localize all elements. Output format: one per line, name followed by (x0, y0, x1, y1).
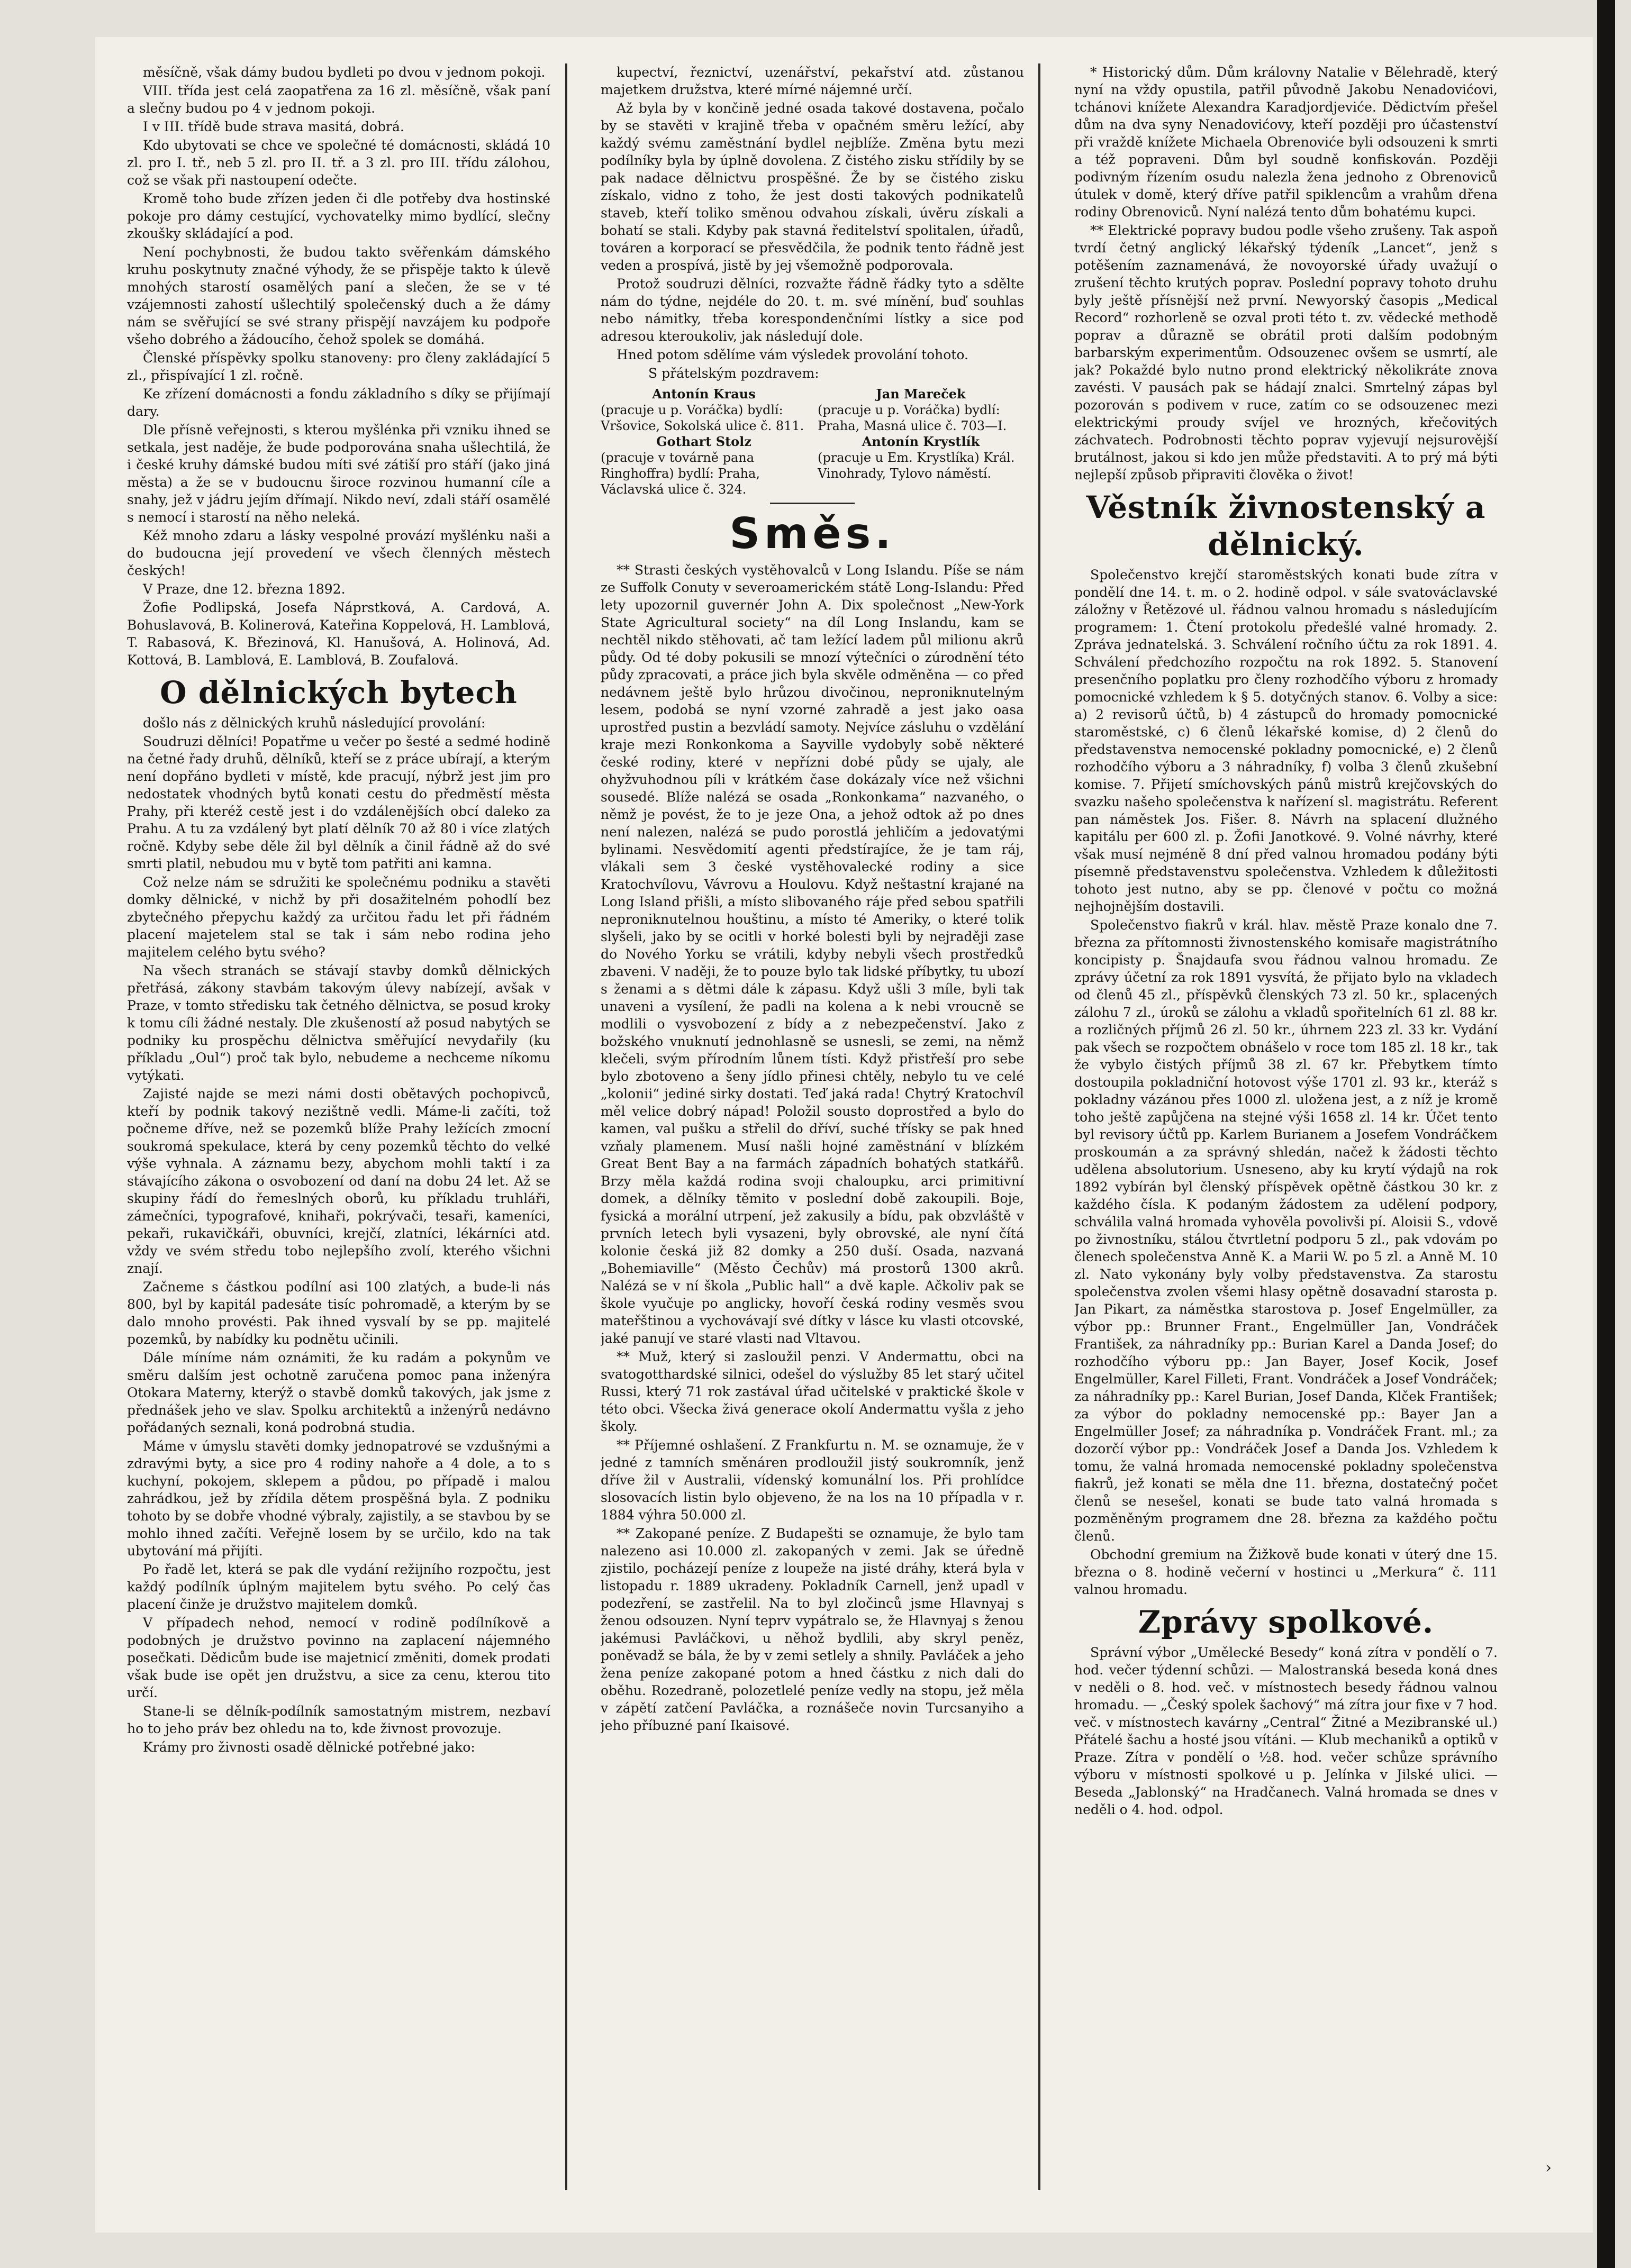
paragraph: * Historický dům. Dům královny Natalie v Bělehradě, který nyní na vždy opustila, patřil původně Jakobu Nenadovićovi, tchánovi knížete Alexandra Karadjordjeviće. Dědictvím přešel dům na dva syny Nenadovićovy, kteří později pro účastenství při vraždě knížete Michaela Obrenoviće byli odsouzeni k smrti a též popraveni. Dům byl soudně konfiskován. Později podivným řízením osudu nalezla žena jednoho z Obrenoviců útulek v domě, který dříve patřil spiklencům a vrahům dřena rodiny Obrenoviců. Nyní nalézá tento dům bohatému kupci. (1074, 65, 1498, 220)
paragraph: Stane-li se dělník-podílník samostatným mistrem, nezbaví ho to jeho práv bez ohledu na to, kde živnost provozuje. (127, 1704, 550, 1736)
middle-column (601, 63, 1024, 2211)
section-heading: Věstník živnostenský a dělnický. (1086, 489, 1486, 562)
paragraph: Soudruzi dělníci! Popatřme u večer po šesté a sedmé hodině na četné řady druhů, dělníků, kteří se z práce ubírají, a kterým není dopřáno bydleti v místě, kde pracují, nýbrž jest jim pro nedostatek vhodných bytů konati cestu do předměstí města Prahy, při kteréž cestě jest i do vzdálenějších obcí daleko za Prahu. A tu za vzdálený byt platí dělník 70 až 80 i více zlatých ročně. Kdyby sebe děle žil byl dělník a činil řádně až do své smrti platil, nebudou mu v bytě tom patřiti ani kamna. (127, 734, 550, 871)
right-column (1074, 63, 1498, 2211)
signer-details: (pracuje v továrně pana Ringhoffra) bydlí: Praha, Václavská ulice č. 324. (601, 450, 760, 497)
signer-details: (pracuje u p. Voráčka) bydlí: Vršovice, Sokolská ulice č. 811. (601, 403, 804, 433)
paragraph: Není pochybnosti, že budou takto svěřenkám dámského kruhu poskytnuty značné výhody, že se přispěje takto k úlevě mnohých starostí osamělých paní a slečen, že se v té vzájemnosti zahostí ušlechtilý společenský duch a že dámy nám se svěřující se své strany přispějí navzájem ku podpoře všeho dobrého a žádoucího, čehož spolek se domáhá. (127, 244, 550, 347)
page-edge-bar (1597, 0, 1615, 2268)
signer-name: Antonín Krystlík (862, 434, 980, 449)
paragraph: Obchodní gremium na Žižkově bude konati v úterý dne 15. března o 8. hodině večerní v hostinci u „Merkura“ č. 111 valnou hromadu. (1074, 1547, 1498, 1597)
signer-name: Gothart Stolz (656, 434, 751, 449)
signatories: Žofie Podlipská, Josefa Náprstková, A. Cardová, A. Bohuslavová, B. Kolinerová, Kateřina Koppelová, H. Lamblová, T. Rabasová, K. Březinová, Kl. Hanušová, A. Holinová, Ad. Kottová, B. Lamblová, E. Lamblová, B. Zoufalová. (127, 600, 550, 668)
paragraph: měsíčně, však dámy budou bydleti po dvou v jednom pokoji. (143, 65, 546, 80)
greeting: S přátelským pozdravem: (648, 366, 819, 381)
paragraph: ** Strasti českých vystěhovalců v Long Islandu. Píše se nám ze Suffolk Conuty v severoamerickém státě Long-Islandu: Před lety upozornil guvernér John A. Dix společnost „New-York State Agricultural society“ na díl Long Inslandu, kam se nechtěl nikdo stěhovati, ač tam ležící ladem půl milionu akrů půdy. Od té doby pokusili se mnozí výtečníci o zúrodnění této půdy zpracovati, a práce jich byla skvěle odměněna — co před nedávnem ještě bylo hrůzou divočinou, neproniknutelným lesem, podobá se nyní vzorné zahradě a jest jako oasa uprostřed pustin a bezvládí samoty. Nejvíce zásluhu o vzdělání kraje mezi Ronkonkoma a Sayville vydobyly sobě některé české rodiny, které v nepřízni dobé půdy se ujaly, ale ohyžvuhodnou píli v krátkém čase dokázaly více než všichni sousedé. Blíže nalézá se osada „Ronkonkama“ nazvaného, o němž je povést, že to je jeze Ona, a jehož odtok až po dnes není nalezen, nalézá se pudo porostlá jehličím a jedovatými bylinami. Nesvědomití agenti předstírajíce, že je tam ráj, vlákali sem 3 české vystěhovalecké rodiny a sice Kratochvílovu, Vávrovu a Houlovu. Když neštastní krajané na Long Island přišli, a místo slibovaného ráje před sebou spatřili neproniknutelnou houštinu, a místo té Ameriky, o které tolik slyšeli, jako by se ocitli v horké bolesti byli by nejraději zase do Nového Yorku se vrátili, kdyby nebyli všech prostředků zbaveni. V naději, že to pouze bylo tak lidské příbytky, tu ubozí s ženami a s dětmi dále k zápasu. Když ušli 3 míle, byli tak unaveni a vysílení, že padli na kolena a k nebi vroucně se modlili o vysvobození z bídy a z nebezpečenství. Jako z božského vnuknutí jednohlasně se usnesli, se zemi, na němž klečeli, svým přírodním lůnem tísti. Když přistřeší pro sebe bylo zbotoveno a šeny jídlo přinesi chtěly, nebylo tu ve celé „kolonii“ jediné sirky dostati. Teď jaká rada! Chytrý Kratochvíl měl velice dobrý nápad! Položil sousto doprostřed a bylo do kamen, val pušku a střelil do dříví, suché třísky se pak hned vzňaly plamenem. Musí našli hojné zaměstnání v blízkém Great Bent Bay a na farmách západních bohatých statkářů. Brzy měla každá rodina svoji chaloupku, arci primitivní domek, a dělníky těmito v poslední době zakoupili. Boje, fysická a morální utrpení, jež zakusily a bídu, pak obzvláště v prvních letech byli vysazeni, byly obrovské, ale nyní čítá kolonie česká již 82 domky a 250 duší. Osada, nazvaná „Bohemiaville“ (Město Čechův) má prostorů 1300 akrů. Nalézá se v ní škola „Public hall“ a dvě kaple. Ačkoliv pak se škole vyučuje po anglicky, hovoří česká rodiny vesměs svou mateřštinou a vychovávají své dítky v lásce ku vlasti otcovské, jaké panují ve staré vlasti nad Vltavou. (601, 562, 1024, 1346)
paragraph: Kéž mnoho zdaru a lásky vespolné provází myšlénku naši a do budoucna její provedení ve všech členných městech českých! (127, 528, 550, 578)
dateline: V Praze, dne 12. března 1892. (143, 581, 346, 597)
paragraph: Kdo ubytovati se chce ve společné té domácnosti, skládá 10 zl. pro I. tř., neb 5 zl. pro II. tř. a 3 zl. pro III. třídu zálohou, což se však při nastoupení odečte. (127, 138, 550, 188)
signer-details: (pracuje u Em. Krystlíka) Král. Vinohrady, Tylovo náměstí. (818, 450, 1015, 481)
column-rule (565, 63, 567, 2190)
paragraph: kupectví, řeznictví, uzenářství, pekařství atd. zůstanou majetkem družstva, které mírné nájemné určí. (601, 65, 1024, 97)
newspaper-page (95, 37, 1593, 2233)
paragraph: Protož soudruzi dělníci, rozvažte řádně řádky tyto a sdělte nám do týdne, nejdéle do 20. t. m. své mínění, buď souhlas nebo námitky, třeba korespondenčními lístky a sice pod adresou kteroukoliv, jak následují dole. (601, 276, 1024, 344)
paragraph: V případech nehod, nemocí v rodině podílníkově a podobných je družstvo povinno na zaplacení nájemného posečkati. Dědicům bude ise majetnicí změniti, domek prodati však bude ise opět jen družstvu, a sice za cenu, kterou tito určí. (127, 1615, 550, 1700)
column-rule (1038, 63, 1040, 2190)
paragraph: Až byla by v končině jedné osada takové dostavena, počalo by se stavěti v krajině třeba v opačném směru ležící, aby každý svému zaměstnání bydlel nejblíže. Změna bytu mezi podílníky byla by úplně dovolena. Z čistého zisku střídily by se pak nadace dělnictvu prospěšné. Že by se čistého zisku získalo, vidno z toho, že jest dosti takových podnikatelů staveb, kteří toliko směnou odvahou získali, úvěru získali a bohatí se stali. Kdyby pak stavná ředitelství spolitalen, úřadů, továren a korporací se přesvědčila, že podnik tento řádně jest veden a prospívá, jistě by jej všemožně podporovala. (601, 101, 1024, 273)
paragraph: Kromě toho bude zřízen jeden či dle potřeby dva hostinské pokoje pro dámy cestující, vychovatelky mimo bydlící, slečny zkoušky skládající a pod. (127, 191, 550, 241)
paragraph: ** Muž, který si zasloužil penzi. V Andermattu, obci na svatogotthardské silnici, odešel do výslužby 85 let starý učitel Russi, který 71 rok zastával úřad učitelské v praktické škole v této obci. Všecka živá generace okolí Andermattu vyšla z jeho školy. (601, 1349, 1024, 1434)
paragraph: Máme v úmyslu stavěti domky jednopatrové se vzdušnými a zdravými byty, a sice pro 4 rodiny nahoře a 4 dole, a to s kuchyní, pokojem, sklepem a půdou, po případě i malou zahrádkou, jež by zřídila dětem prospěšná byla. Z podniku tohoto by se dobře vhodné výbraly, zajistily, a se stavbou by se mohlo ihned začíti. Veřejně losem by se určilo, kdo na tak ubytování má přijíti. (127, 1438, 550, 1559)
paragraph: Společenstvo fiakrů v král. hlav. městě Praze konalo dne 7. března za přítomnosti živnostenského komisaře magistrátního koncipisty p. Šnajdaufa svou řádnou valnou hromadu. Ze zprávy účetní za rok 1891 vysvítá, že přijato bylo na vkladech od členů 45 zl., příspěvků členských 73 zl. 50 kr., splacených zálohu 7 zl., úroků se zálohu a vkladů spořitelních 61 zl. 88 kr. a rozličných příjmů 26 zl. 50 kr., úhrnem 223 zl. 33 kr. Vydání pak všech se rozpočtem obnášelo v roce tom 185 zl. 18 kr., tak že vybylo čistých příjmů 38 zl. 67 kr. Přebytkem tímto dostoupila pokladniční hotovost výše 1701 zl. 93 kr., kteráž s pokladny vázánou přes 1000 zl. uložena jest, a z níž je kromě toho ještě zapůjčena na stejné výši 1658 zl. 14 kr. Účet tento byl revisory účtů pp. Karlem Burianem a Josefem Vondráčkem proskoumán a za správný shledán, načež k žádosti těchto udělena absolutorium. Usneseno, aby ku krytí výdajů na rok 1892 vybírán byl členský příspěvek opětně částkou 30 kr. z každého čísla. K podaným žádostem za udělení podpory, schválila valná hromada vyhověla povolivši pí. Aloisii S., vdově po živnostníku, stálou čtvrtletní podporu 5 zl., pak vdovám po členech společenstva Anně K. a Marii W. po 5 zl. a Anně M. 10 zl. Nato vykonány byly volby představenstva. Za starostu společenstva zvolen všemi hlasy opětně dosavadní starosta p. Jan Pikart, za náměstka starostova p. Josef Engelmüller, za výbor pp.: Brunner Frant., Engelmüller Jan, Vondráček František, za náhradníky pp.: Burian Karel a Danda Josef; do rozhodčího výboru pp.: Jan Bayer, Josef Kocik, Josef Engelmüller, Karel Filleti, Frant. Vondráček a Josef Vondráček; za náhradníky pp.: Karel Burian, Josef Danda, Klček František; za výbor do pokladny nemocenské pp.: Bayer Jan a Engelmüller Josef; za náhradníka p. Vondráček Frant. ml.; za dozorčí výbor pp.: Vondráček Josef a Danda Jos. Vzhledem k tomu, že valná hromada nemocenské pokladny společenstva fiakrů, jež konati se měla dne 11. března, dostatečný počet členů se nesešel, konati se bude tato valná hromada s pozměněným programem dne 28. března za každého počtu členů. (1074, 917, 1498, 1544)
paragraph: Ke zřízení domácnosti a fondu základního s díky se přijímají dary. (127, 386, 550, 419)
paragraph: Krámy pro živnosti osadě dělnické potřebné jako: (143, 1739, 475, 1755)
paragraph: Zajisté najde se mezi námi dosti obětavých pochopivců, kteří by podnik takový nezištně vedli. Máme-li začíti, tož počneme dříve, než se pozemků blíže Prahy ležících zmocní soukromá spekulace, která by ceny pozemků těchto do velké výše vyhnala. A záznamu bezy, abychom mohli taktí i za stávajícího zákona o osvobození od daní na dobu 24 let. Až se skupiny řádí do řemeslných oborů, ku příkladu truhláři, zámečníci, typografové, knihaři, pokrývači, tesaři, kameníci, pekaři, rukavičkáři, obuvníci, krejčí, zlatníci, lékárníci atd. vždy ve svém středu tobo nejlepšího zvolí, kterého všichni znají. (127, 1086, 550, 1276)
paragraph: Dále míníme nám oznámiti, že ku radám a pokynům ve směru dalším jest ochotně zaručena pomoc pana inženýra Otokara Materny, kterýž o stavbě domků takových, jak jsme z přednášek jeho ve slav. Spolku architektů a inženýrů nedávno pořádaných seznali, koná podrobná studia. (127, 1350, 550, 1435)
paragraph: ** Zakopané peníze. Z Budapešti se oznamuje, že bylo tam nalezeno asi 10.000 zl. zakopaných v zemi. Jak se úředně zjistilo, pocházejí peníze z loupeže na jisté dráhy, která byla v listopadu r. 1889 ukradeny. Pokladník Carnell, jenž upadl v podezření, se zastřelil. Na to byl zločinců jsme Hlavnyaj s ženou odsouzen. Nyní teprv vypátralo se, že Hlavnyaj s ženou jakémusi Pavláčkovi, u něhož bydlili, aby skryl peněz, poněvadž se bála, že by v zemi setlely a shnily. Pavláček a jeho žena peníze zakopané potom a hned částku z nich dali do oběhu. Rozedraně, polozetlelé peníze vedly na stopu, jež měla v zápětí zatčení Pavláčka, a roznášeče novin Turcsanyiho a jeho příbuzné paní Ikaisové. (601, 1526, 1024, 1733)
paragraph: Správní výbor „Umělecké Besedy“ koná zítra v pondělí o 7. hod. večer týdenní schůzi. — Malostranská beseda koná dnes v neděli o 8. hod. več. v místnostech besedy řádnou valnou hromadu. — „Český spolek šachový“ má zítra jour fixe v 7 hod. več. v místnostech kavárny „Central“ Žitné a Mezibranské ul.) Přátelé šachu a hosté jsou vítáni. — Klub mechaniků a optiků v Praze. Zítra v pondělí o ½8. hod. večer schůze správního výboru v místnosti spolkové u p. Jelínka v Jilské ulici. — Beseda „Jablonský“ na Hradčanech. Valná hromada se dnes v neděli o 4. hod. odpol. (1074, 1645, 1498, 1817)
paragraph: Společenstvo krejčí staroměstských konati bude zítra v pondělí dne 14. t. m. o 2. hodině odpol. v sále svatováclavské záložny v Řetězové ul. řádnou valnou hromadu s následujícím programem: 1. Čtení protokolu předešlé valné hromady. 2. Zpráva jednatelská. 3. Schválení ročního účtu za rok 1891. 4. Schválení předchozího rozpočtu na rok 1892. 5. Stanovení presenčního poplatku pro členy rozhodčího výboru z hromady pomocnické vzhledem k § 5. dotyčných stanov. 6. Volby a sice: a) 2 revisorů účtů, b) 4 zástupců do hromady pomocnické staroměstské, c) 6 členů lékařské komise, d) 2 členů do představenstva nemocenské pokladny pomocnické, e) 2 členů rozhodčího výboru a 3 náhradníky, f) volba 3 členů zkušební komise. 7. Přijetí smíchovských pánů mistrů krejčovských do svazku našeho společenstva k nařízení sl. magistrátu. Referent pan náměstek Jos. Fišer. 8. Návrh na splacení dlužného kapitálu per 600 zl. p. Žofii Janotkové. 9. Volné návrhy, které však musí nejméně 8 dní před valnou hromadou podány býti písemně představenstvu společenstva. Vzhledem k důležitosti tohoto jest nutno, aby se pp. členové v počtu co možná nejhojnějším dostavili. (1074, 567, 1498, 914)
paragraph: Po řadě let, která se pak dle vydání režijního rozpočtu, jest každý podílník úplným majitelem bytu svého. Po celý čas placení činže je družstvo majitelem domků. (127, 1562, 550, 1612)
signer (601, 386, 807, 434)
signer (601, 434, 807, 497)
signers-table (601, 386, 1024, 497)
paragraph: došlo nás z dělnických kruhů následující provolání: (143, 715, 486, 731)
paragraph: Členské příspěvky spolku stanoveny: pro členy zakládající 5 zl., přispívající 1 zl. ročně. (127, 350, 550, 383)
paragraph: Začneme s částkou podílní asi 100 zlatých, a bude-li nás 800, byl by kapitál padesáte tisíc pohromadě, a kterým by se dalo mnoho provésti. Pak ihned vysvalí by se pp. majitelé pozemků, by nabídky ku podnětu učinili. (127, 1279, 550, 1347)
paragraph: VIII. třída jest celá zaopatřena za 16 zl. měsíčně, však paní a slečny budou po 4 v jednom pokoji. (127, 83, 550, 116)
section-heading: Zprávy spolkové. (1138, 1604, 1434, 1640)
section-heading: Směs. (729, 509, 895, 558)
paragraph: Což nelze nám se sdružiti ke společnému podniku a stavěti domky dělnické, v nichž by při dosažitelném pohodlí bez zbytečného přepychu každý za určitou řadu let při řádném placení majetelem stal se tak i sám nebo rodina jeho majitelem celého bytu svého? (127, 875, 550, 960)
paragraph: ** Příjemné oshlašení. Z Frankfurtu n. M. se oznamuje, že v jedné z tamních směnáren prodloužil jistý soukromník, jenž dříve žil v Australii, vídenský komunální los. Při prohlídce slosovacích listin bylo objeveno, že na los na 10 případla v r. 1884 výhra 50.000 zl. (601, 1437, 1024, 1523)
paragraph: I v III. třídě bude strava masitá, dobrá. (143, 119, 404, 134)
paragraph: Dle přísně veřejnosti, s kterou myšlénka při vzniku ihned se setkala, jest naděje, že bude podporována snaha ušlechtilá, že i české kruhy dámské budou míti své zátiší pro stáří (jako jiná města) a že se v budoucnu široce rozvinou humanní cíle a snahy, jež v jádru jejím dřímají. Nikdo neví, zdali stáří osamělé s nemocí i starostí na něho neleká. (127, 422, 550, 525)
section-heading: O dělnických bytech (160, 675, 518, 711)
signer-name: Antonín Kraus (652, 386, 756, 402)
paragraph: Hned potom sdělíme vám výsledek provolání tohoto. (617, 347, 968, 362)
signer (818, 434, 1024, 497)
paragraph: Na všech stranách se stávají stavby domků dělnických přetřásá, zákony stavbám takovým úlevy nabízejí, avšak v Praze, v tomto středisku tak četného dělnictva, se posud kroky k tomu cíli žádné nestaly. Dle zkušeností až posud nabytých se podniky ku prospěchu dělnictva směřující nevydařily (ku příkladu „Oul“) proč tak bylo, nebudeme a nechceme níkomu vytýkati. (127, 963, 550, 1083)
left-column (127, 63, 550, 2211)
signer (818, 386, 1024, 434)
signer-name: Jan Mareček (876, 386, 966, 402)
signer-details: (pracuje u p. Voráčka) bydlí: Praha, Masná ulice č. 703—I. (818, 403, 1007, 433)
paragraph: ** Elektrické popravy budou podle všeho zrušeny. Tak aspoň tvrdí četný anglický lékařský týdeník „Lancet“, jenž s potěšením zaznamenává, že novoyorské úřady uvažují o zrušení těchto krutých poprav. Poslední popravy tohoto druhu byly ještě přísnější než první. Newyorský časopis „Medical Record“ rozhorleně se ozval proti této t. zv. vědecké methodě poprav a důrazně se obrátil proti dalším podobným barbarským experimentům. Odsouzenec ovšem se usmrtí, ale jak? Pokaždé bylo nutno prond elektrický několikráte znova zavésti. V pausách pak se hádají znalci. Smrtelný zápas byl pozorován s podivem v ruce, zatím co se odsouzenec mezi elektrickými proudy svíjel ve hrozných, křečovitých záchvatech. Podrobnosti těchto poprav vyjevují nejsurovější brutálnost, jakou si kdo jen může představiti. A to prý má býti nejlepší způsob připraviti člověka o život! (1074, 223, 1498, 482)
folio-mark: › (1545, 2158, 1552, 2177)
divider (770, 503, 855, 504)
